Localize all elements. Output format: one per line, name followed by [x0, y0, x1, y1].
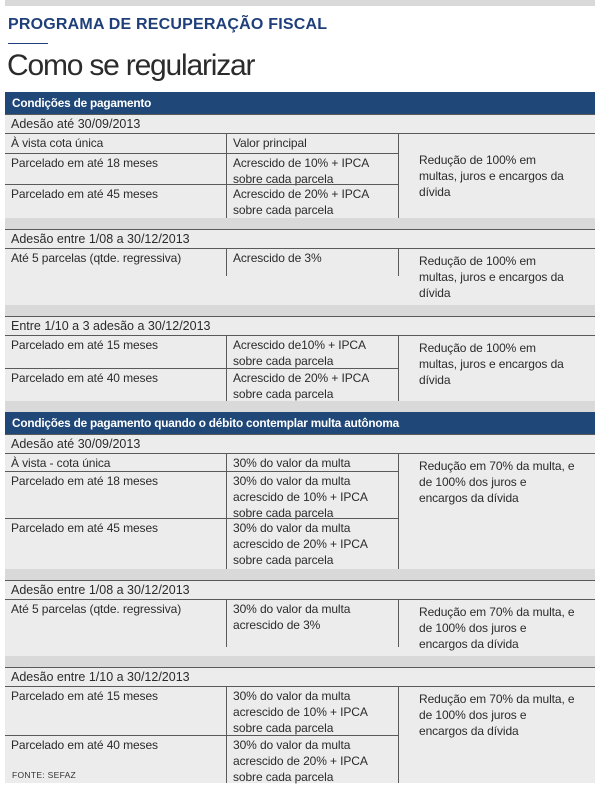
- cost-cell: 30% do valor da multa acrescido de 10% + IPCA sobre cada parcela: [227, 471, 399, 518]
- cost-cell: 30% do valor da multa acrescido de 10% + IPCA sobre cada parcela: [227, 687, 399, 735]
- term-cell: Até 5 parcelas (qtde. regressiva): [5, 600, 227, 647]
- benefit-cell: Redução de 100% em multas, juros e encargos da dívida: [419, 341, 564, 387]
- term-cell: Parcelado em até 45 meses: [5, 518, 227, 569]
- cost-cell: Valor principal: [227, 134, 399, 153]
- term-cell: À vista cota única: [5, 134, 227, 153]
- cost-cell: Acrescido de10% + IPCA sobre cada parcela: [227, 336, 399, 368]
- group-gap: [5, 656, 595, 667]
- cost-cell: Acrescido de 20% + IPCA sobre cada parcela: [227, 184, 399, 218]
- benefit-cell: Redução em 70% da multa, e de 100% dos juros e encargos da dívida: [419, 692, 575, 738]
- term-cell: Parcelado em até 18 meses: [5, 153, 227, 184]
- term-cell: Parcelado em até 18 meses: [5, 471, 227, 518]
- group-heading: Adesão até 30/09/2013: [5, 435, 595, 454]
- cost-cell: Acrescido de 20% + IPCA sobre cada parcela: [227, 368, 399, 401]
- cost-cell: 30% do valor da multa acrescido de 3%: [227, 600, 399, 647]
- condition-group: [5, 229, 595, 305]
- benefit-cell: Redução de 100% em multas, juros e encargos da dívida: [419, 153, 564, 199]
- cost-cell: 30% do valor da multa acrescido de 20% + IPCA sobre cada parcela: [227, 735, 399, 783]
- section-header: Condições de pagamento: [5, 92, 595, 114]
- term-cell: Até 5 parcelas (qtde. regressiva): [5, 249, 227, 276]
- source-note: FONTE: SEFAZ: [12, 770, 77, 780]
- condition-group: [5, 114, 595, 218]
- group-heading: Adesão entre 1/08 a 30/12/2013: [5, 230, 595, 249]
- group-gap: [5, 569, 595, 580]
- benefit-cell: Redução em 70% da multa, e de 100% dos juros e encargos da dívida: [419, 605, 575, 651]
- cost-cell: 30% do valor da multa acrescido de 20% + IPCA sobre cada parcela: [227, 518, 399, 569]
- benefit-cell: Redução de 100% em multas, juros e encargos da dívida: [419, 254, 564, 300]
- kicker: PROGRAMA DE RECUPERAÇÃO FISCAL: [8, 16, 328, 33]
- term-cell: Parcelado em até 40 meses: [5, 368, 227, 401]
- condition-group: [5, 434, 595, 569]
- condition-group: [5, 316, 595, 401]
- group-heading: Adesão até 30/09/2013: [5, 115, 595, 134]
- section-header: Condições de pagamento quando o débito contemplar multa autônoma: [5, 412, 595, 434]
- term-cell: Parcelado em até 15 meses: [5, 687, 227, 735]
- group-heading: Adesão entre 1/08 a 30/12/2013: [5, 581, 595, 600]
- payment-conditions-table: [5, 92, 595, 783]
- cost-cell: Acrescido de 10% + IPCA sobre cada parcela: [227, 153, 399, 184]
- group-heading: Entre 1/10 a 3 adesão a 30/12/2013: [5, 317, 595, 336]
- group-gap: [5, 305, 595, 316]
- cost-cell: 30% do valor da multa: [227, 454, 399, 471]
- section-gap: [5, 401, 595, 412]
- term-cell: Parcelado em até 45 meses: [5, 184, 227, 218]
- condition-group: [5, 580, 595, 656]
- term-cell: À vista - cota única: [5, 454, 227, 471]
- kicker-rule: [8, 43, 48, 44]
- term-cell: Parcelado em até 15 meses: [5, 336, 227, 368]
- cost-cell: Acrescido de 3%: [227, 249, 399, 276]
- term-cell: Parcelado em até 40 meses: [5, 735, 227, 783]
- group-heading: Adesão entre 1/10 a 30/12/2013: [5, 668, 595, 687]
- top-rule: [5, 0, 595, 6]
- page-title: Como se regularizar: [7, 49, 255, 82]
- group-gap: [5, 218, 595, 229]
- benefit-cell: Redução em 70% da multa, e de 100% dos juros e encargos da dívida: [419, 459, 575, 505]
- condition-group: [5, 667, 595, 783]
